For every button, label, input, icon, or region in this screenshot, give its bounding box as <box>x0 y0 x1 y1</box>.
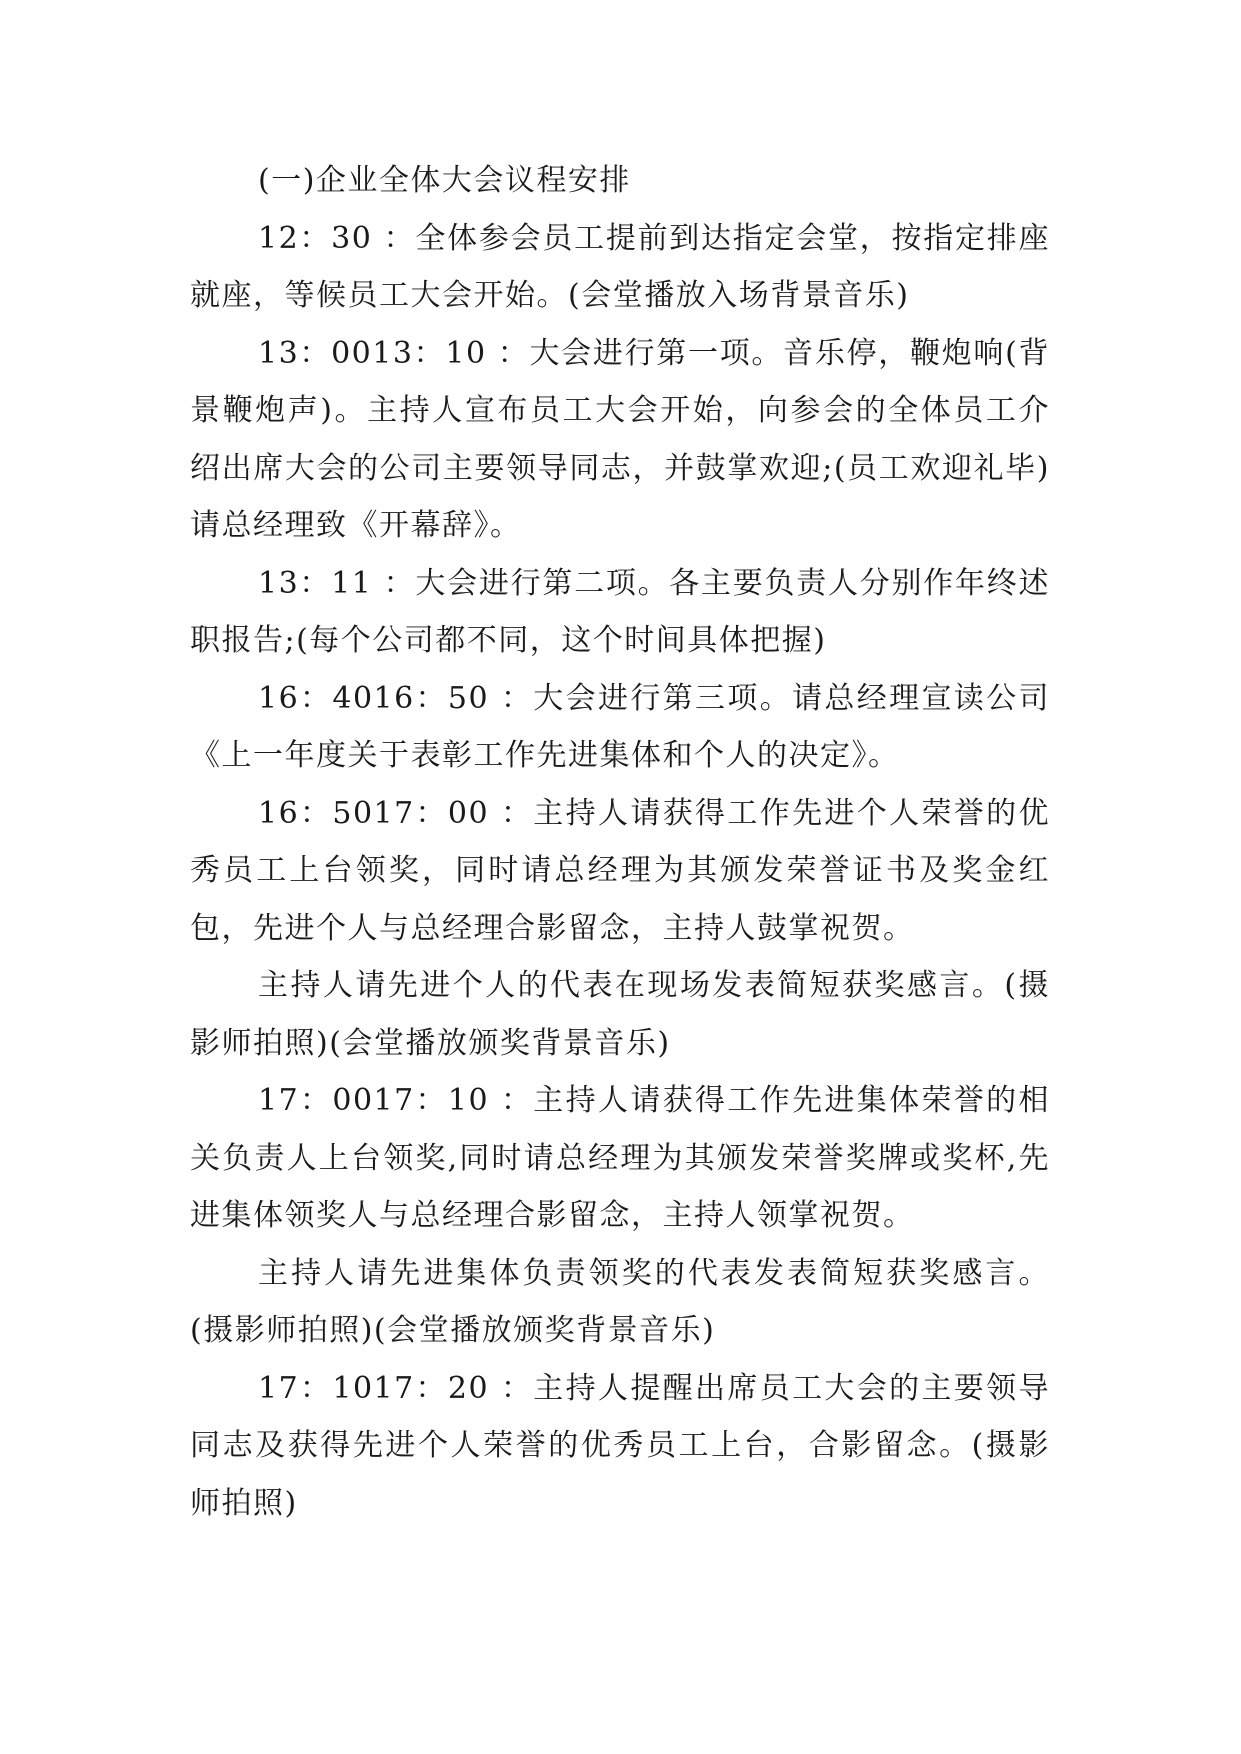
agenda-item-1640: 16：4016：50 ：大会进行第三项。请总经理宣读公司《上一年度关于表彰工作先进集体和个人的决定》。 <box>190 680 1050 773</box>
agenda-note-individual-speech: 主持人请先进个人的代表在现场发表简短获奖感言。(摄影师拍照)(会堂播放颁奖背景音乐) <box>190 968 1050 1061</box>
agenda-item-1230: 12：30 ：全体参会员工提前到达指定会堂，按指定排座就座，等候员工大会开始。(会堂播放入场背景音乐) <box>190 220 1050 313</box>
agenda-note-group-speech: 主持人请先进集体负责领奖的代表发表简短获奖感言。(摄影师拍照)(会堂播放颁奖背景音乐) <box>190 1255 1050 1348</box>
agenda-heading: (一)企业全体大会议程安排 <box>258 163 631 198</box>
agenda-item-1700: 17：0017：10 ：主持人请获得工作先进集体荣誉的相关负责人上台领奖,同时请总经理为其颁发荣誉奖牌或奖杯,先进集体领奖人与总经理合影留念，主持人领掌祝贺。 <box>190 1083 1050 1233</box>
agenda-item-1710: 17：1017：20 ：主持人提醒出席员工大会的主要领导同志及获得先进个人荣誉的优秀员工上台，合影留念。(摄影师拍照) <box>190 1370 1050 1521</box>
agenda-item-1300: 13：0013：10 ：大会进行第一项。音乐停，鞭炮响(背景鞭炮声)。主持人宣布员工大会开始，向参会的全体员工介绍出席大会的公司主要领导同志，并鼓掌欢迎;(员工欢迎礼毕)请总经理致《开幕辞》。 <box>190 335 1050 543</box>
agenda-item-1311: 13：11 ：大会进行第二项。各主要负责人分别作年终述职报告;(每个公司都不同，这个时间具体把握) <box>190 565 1050 658</box>
document-body <box>190 152 1050 1532</box>
agenda-item-1650: 16：5017：00 ：主持人请获得工作先进个人荣誉的优秀员工上台领奖，同时请总经理为其颁发荣誉证书及奖金红包，先进个人与总经理合影留念，主持人鼓掌祝贺。 <box>190 795 1050 946</box>
